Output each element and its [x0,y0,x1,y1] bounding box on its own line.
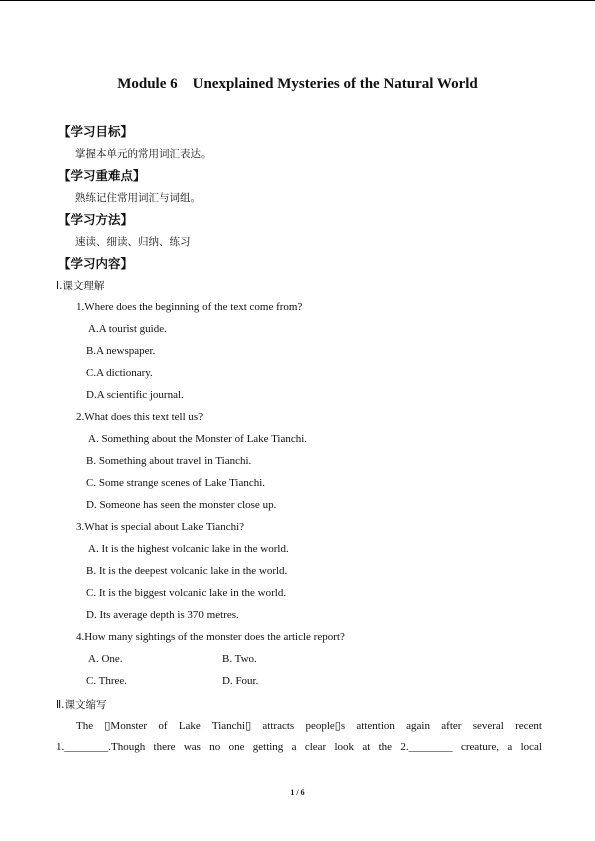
question-2-option-b: B. Something about travel in Tianchi. [86,455,252,467]
question-3-stem: 3.What is special about Lake Tianchi? [76,521,245,533]
question-1-option-b: B.A newspaper. [86,345,156,357]
difficulty-heading: 【学习重难点】 [58,168,146,183]
question-4-option-d: D. Four. [222,675,259,687]
part1-heading: Ⅰ.课文理解 [56,280,105,292]
method-heading: 【学习方法】 [58,212,134,227]
question-4-stem: 4.How many sightings of the monster does the article report? [76,631,345,643]
question-3-option-c: C. It is the biggest volcanic lake in the world. [86,587,287,599]
question-3-option-b: B. It is the deepest volcanic lake in the world. [86,565,288,577]
method-text: 速读、细读、归纳、练习 [75,236,191,248]
question-2-option-c: C. Some strange scenes of Lake Tianchi. [86,477,266,489]
content-heading: 【学习内容】 [58,256,134,271]
question-1-option-d: D.A scientific journal. [86,389,184,401]
part2-heading: Ⅱ.课文缩写 [56,699,107,711]
summary-line-2: 1.________.Though there was no one getting a clear look at the 2.________ creature, a local [56,741,542,753]
question-1-option-a: A.A tourist guide. [88,323,167,335]
header-rule [0,0,595,1]
question-4-option-a: A. One. [88,653,123,665]
objective-heading: 【学习目标】 [58,124,134,139]
page-title: Module 6 Unexplained Mysteries of the Natural World [117,76,478,92]
question-2-stem: 2.What does this text tell us? [76,411,204,423]
question-2-option-d: D. Someone has seen the monster close up. [86,499,277,511]
difficulty-text: 熟练记住常用词汇与词组。 [75,192,201,204]
question-1-stem: 1.Where does the beginning of the text come from? [76,301,303,313]
question-4-option-b: B. Two. [222,653,257,665]
page-number: 1 / 6 [290,788,305,797]
question-4-option-c: C. Three. [86,675,128,687]
question-1-option-c: C.A dictionary. [86,367,153,379]
question-3-option-d: D. Its average depth is 370 metres. [86,609,239,621]
question-2-option-a: A. Something about the Monster of Lake Tianchi. [88,433,308,445]
question-3-option-a: A. It is the highest volcanic lake in the world. [88,543,289,555]
objective-text: 掌握本单元的常用词汇表达。 [75,148,212,160]
summary-line-1: The ▯Monster of Lake Tianchi▯ attracts people▯s attention again after several recent [76,720,542,732]
